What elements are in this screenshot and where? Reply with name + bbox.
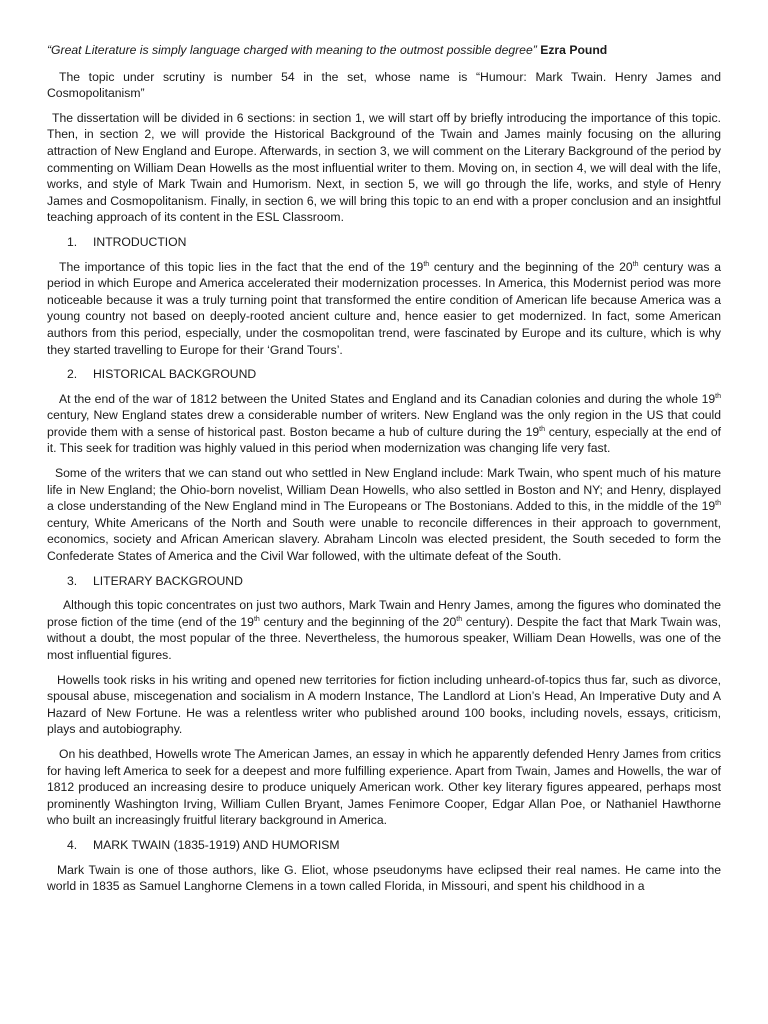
paragraph-text: The topic under scrutiny is number 54 in the set, whose name is “Humour: Mark Twain. Henry James and Cosmopolitanism” <box>47 69 721 101</box>
section-number: 1. <box>67 234 78 249</box>
section-number: 4. <box>67 837 78 852</box>
section-paragraph: At the end of the war of 1812 between the United States and England and its Canadian colonies and during the whole 19th century, New England states drew a considerable number of writers. New England was the only region in the US that could provide them with a sense of historical past. Boston became a hub of culture during the 19th century, especially at the end of it. This seek for tradition was highly valued in this period when modernization was changing life very fast. <box>47 391 721 456</box>
ordinal-superscript: th <box>715 392 721 400</box>
epigraph-author: Ezra Pound <box>540 43 608 57</box>
epigraph-quote: “Great Literature is simply language charged with meaning to the outmost possible degree” <box>47 43 537 57</box>
section-heading <box>67 837 721 854</box>
section-title: LITERARY BACKGROUND <box>93 573 243 588</box>
section-paragraph: Although this topic concentrates on just two authors, Mark Twain and Henry James, among the figures who dominated the prose fiction of the time (end of the 19th century and the beginning of the 20th century). Despite the fact that Mark Twain was, without a doubt, the most popular of the three. Nevertheless, the humorous speaker, William Dean Howells, was one of the most influential figures. <box>47 598 721 662</box>
section-paragraph: The importance of this topic lies in the fact that the end of the 19th century and the beginning of the 20th century was a period in which Europe and America accelerated their modernization processes. In America, this Modernist period was more noticeable because it was a truly turning point that transformed the entire condition of American life because America was a young country not based on deeply-rooted ancient culture and, hence easier to get modernized. In fact, some American authors from this period, especially, under the cosmopolitan trend, were fascinated by Europe and its culture, which is why they started travelling to Europe for their ‘Grand Tours’. <box>47 259 721 357</box>
section-heading <box>67 573 721 590</box>
section-paragraph: Some of the writers that we can stand out who settled in New England include: Mark Twain, who spent much of his mature life in New England; the Ohio-born novelist, William Dean Howells, who also settled in Boston and NY; and Henry, displayed a close understanding of the New England mind in The Europeans or The Bostonians. Added to this, in the middle of the 19th century, White Americans of the North and South were unable to reconcile differences in their approach to government, economics, society and African American slavery. Abraham Lincoln was elected president, the South seceded to form the Confederate States of America and the Civil War followed, with the ultimate defeat of the South. <box>47 466 721 564</box>
section-paragraph: Howells took risks in his writing and opened new territories for fiction including unheard-of-topics thus far, such as divorce, spousal abuse, miscegenation and socialism in A modern Instance, The Landlord at Lion’s Head, An Imperative Duty and A Hazard of New Fortune. He was a relentless writer who published around 100 books, including novels, essays, criticism, plays and autobiography. <box>47 672 721 737</box>
section-title: INTRODUCTION <box>93 234 187 249</box>
section-title: MARK TWAIN (1835-1919) AND HUMORISM <box>93 837 340 852</box>
section-number: 3. <box>67 573 78 588</box>
section-paragraph: On his deathbed, Howells wrote The American James, an essay in which he apparently defended Henry James from critics for having left America to seek for a deepest and more fulfilling experience. Apart from Twain, James and Howells, the war of 1812 produced an increasing desire to produce uniquely American work. Other key literary figures appeared, perhaps most prominently Washington Irving, William Cullen Bryant, James Fenimore Cooper, Edgar Allan Poe, or Nathaniel Hawthorne who built an increasingly fruitful literary background in America. <box>47 746 721 828</box>
section-title: HISTORICAL BACKGROUND <box>93 367 257 382</box>
section-heading <box>67 366 721 383</box>
section-heading <box>67 234 721 251</box>
ordinal-superscript: th <box>456 615 463 623</box>
sections-container <box>47 234 721 895</box>
ordinal-superscript: th <box>715 500 721 508</box>
section-number: 2. <box>67 367 78 382</box>
ordinal-superscript: th <box>253 615 260 623</box>
paragraph-text: The dissertation will be divided in 6 sections: in section 1, we will start off by briefly introducing the importance of this topic. Then, in section 2, we will provide the Historical Background of the Twain and James mainly focusing on the alluring attraction of New England and Europe. Afterwards, in section 3, we will comment on the Literary Background of the period by commenting on William Dean Howells as the most influential writer to them. Moving on, in section 4, we will deal with the life, works, and style of Mark Twain and Humorism. Next, in section 5, we will go through the life, works, and style of Henry James and Cosmopolitanism. Finally, in section 6, we will bring this topic to an end with a proper conclusion and an insightful teaching approach of its content in the ESL Classroom. <box>47 110 721 225</box>
epigraph <box>47 42 721 59</box>
dissertation-outline <box>47 110 721 226</box>
ordinal-superscript: th <box>632 260 639 268</box>
ordinal-superscript: th <box>539 425 545 433</box>
topic-statement <box>47 69 721 102</box>
section-paragraph: Mark Twain is one of those authors, like G. Eliot, whose pseudonyms have eclipsed their real names. He came into the world in 1835 as Samuel Langhorne Clemens in a town called Florida, in Missouri, and spent his childhood in a <box>47 862 721 894</box>
ordinal-superscript: th <box>423 260 430 268</box>
